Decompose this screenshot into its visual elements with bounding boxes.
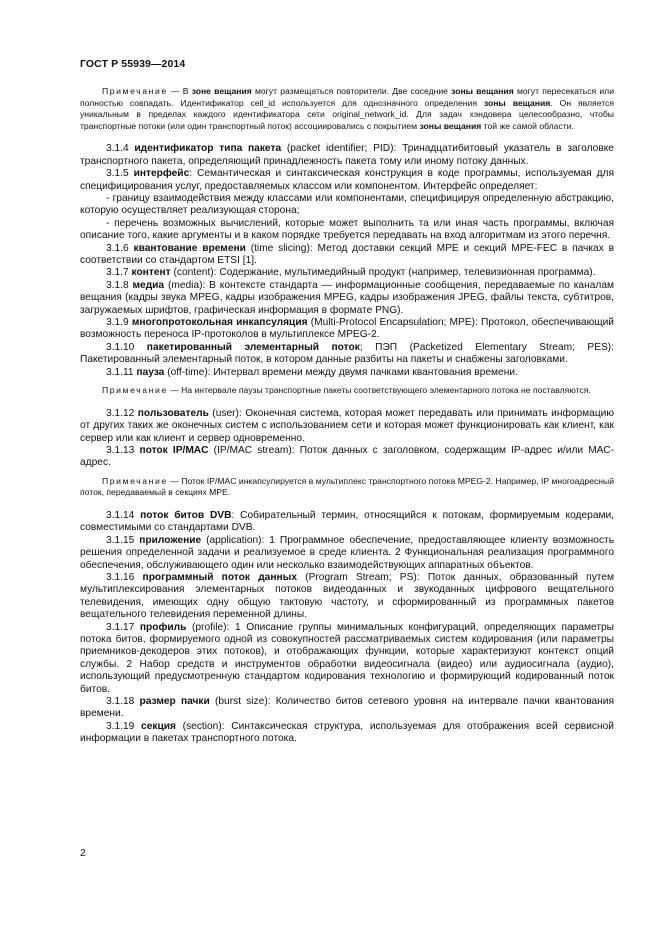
- term-label: квантование времени: [133, 242, 246, 254]
- note-label: Примечание: [102, 86, 168, 96]
- text-run: могут размещаться повторители. Две соседние: [251, 86, 452, 96]
- text-run: — На интервале паузы транспортные пакеты соответствующего элементарного потока не поставляются.: [167, 385, 591, 396]
- term-label: идентификатор типа пакета: [134, 143, 282, 155]
- text-run: : Семантическая и синтаксическая конструкция в коде программы, используемая для специфицирования услуг, предоставляемых классом или компонентом. Интерфейс определяет:: [80, 168, 614, 192]
- text-run: (Multi-Protocol Encapsulation; MPE): Протокол, обеспечивающий возможность переноса IP-протоколов в мультиплексе MPEG-2.: [80, 317, 614, 341]
- text-run: 3.1.19: [106, 720, 142, 732]
- term-definition-paragraph: [80, 510, 614, 535]
- term-definition-paragraph: [80, 143, 614, 168]
- term-label: зоны вещания: [419, 120, 482, 131]
- text-run: 3.1.11: [106, 366, 137, 378]
- term-label: многопротокольная инкапсуляция: [131, 317, 308, 329]
- term-definition-paragraph: [80, 445, 614, 470]
- note-paragraph: [80, 86, 614, 132]
- term-label: приложение: [139, 534, 202, 546]
- term-definition-paragraph: [80, 193, 614, 218]
- term-definition-paragraph: [80, 243, 614, 268]
- term-definition-paragraph: [80, 168, 614, 193]
- text-run: - перечень возможных вычислений, которые может выполнить та или иная часть программы, включая описание того, какие аргументы и в каком порядке требуется передавать на вход алгоритмам из этого перечня.: [80, 217, 614, 242]
- text-run: - границу взаимодействия между классами или компонентами, специфицируя определенную абстракцию, которую осуществляет реализующая сторона;: [80, 193, 614, 217]
- term-label: интерфейс: [133, 168, 190, 180]
- text-run: 3.1.16: [106, 571, 143, 583]
- text-run: могут пересекаться или полностью совпадать. Идентификатор cell_id используется для однозначного определения: [80, 86, 614, 108]
- text-run: 3.1.17: [106, 621, 140, 633]
- term-definition-paragraph: [80, 280, 614, 317]
- text-run: 3.1.10: [106, 341, 147, 353]
- text-run: 3.1.9: [106, 317, 132, 329]
- text-run: 3.1.18: [106, 696, 140, 707]
- text-run: (media): В контексте стандарта — информационные сообщения, передаваемые по каналам вещания (кадры звука MPEG, кадры изображения MPEG, кадры изображения JPEG, файлы текста, субтитров, загружаемых шрифтов, графическая информация в формате PNG).: [80, 279, 614, 316]
- text-run: (IP/MAC stream): Поток данных с заголовком, содержащим IP-адрес и/или МАС-адрес.: [80, 444, 614, 469]
- note-paragraph: [80, 476, 614, 499]
- text-run: ; ПЭП (Packetized Elementary Stream; PES): Пакетированный элементарный поток, в котором данные разбиты на пакеты и снабжены заголовками.: [80, 341, 615, 366]
- term-label: размер пачки: [139, 696, 210, 707]
- term-label: профиль: [139, 621, 187, 633]
- text-run: (off-time): Интервал времени между двумя пачками квантования времени.: [164, 366, 518, 378]
- text-run: (content): Содержание, мультимедийный продукт (например, телевизионная программа).: [170, 267, 596, 279]
- term-definition-paragraph: [80, 267, 614, 279]
- term-label: зоны вещания: [451, 86, 514, 96]
- text-run: 3.1.14: [106, 509, 141, 521]
- term-label: секция: [141, 720, 176, 732]
- term-label: пользователь: [137, 407, 209, 419]
- term-label: пауза: [136, 366, 165, 378]
- text-run: — В: [167, 86, 192, 96]
- term-definition-paragraph: [80, 408, 614, 445]
- text-run: (Program Stream; PS): Поток данных, образованный путем мультиплексирования элементарных потоков видеоданных и звукоданных цифрового вещательного телевидения, имеющих одну общую тактовую частоту, и сформированный из программных пакетов вещательного телевидения переменной длины.: [80, 571, 615, 621]
- term-definition-paragraph: [80, 622, 614, 696]
- note-paragraph: [80, 385, 614, 397]
- note-label: Примечание: [102, 385, 168, 396]
- text-run: 3.1.15: [106, 534, 140, 546]
- text-run: (packet identifier; PID): Тринадцатибитовый указатель в заголовке транспортного пакета, определяющий принадлежность пакета тому или иному потоку данных.: [80, 143, 614, 167]
- text-run: 3.1.5: [106, 168, 134, 180]
- text-run: 3.1.12: [106, 407, 138, 419]
- text-run: той же самой области.: [481, 120, 574, 131]
- text-run: (section): Синтаксическая структура, используемая для отображения всей сервисной информации в пакетах транспортного потока.: [80, 720, 614, 745]
- text-run: 3.1.8: [106, 279, 133, 291]
- page-number: 2: [80, 847, 86, 859]
- text-run: (user): Оконечная система, которая может передавать или принимать информацию от других таких же оконечных систем с использованием сети и которая может функционировать как клиент, как сервер или как клиент и сервер одновременно.: [80, 407, 615, 444]
- term-label: медиа: [132, 279, 165, 291]
- text-run: (application): 1 Программное обеспечение, предоставляющее клиенту возможность решения определенной задачи и реализуемое в среде клиента. 2 Функциональная реализация программного обеспечения, обслуживающего один или несколько взаимодействующих аппаратных объектов.: [80, 534, 615, 571]
- term-definition-paragraph: [80, 367, 614, 379]
- text-run: (time slicing): Метод доставки секций МРЕ и секций MPE-FEC в пачках в соответствии со стандартом ETSI [1].: [80, 242, 614, 267]
- text-run: (profile): 1 Описание группы минимальных конфигураций, определяющих параметры потока битов, формируемого одной из совокупностей рассматриваемых систем кодирования (или параметры приемников-декодеров этих потоков), и отображающих функции, которые характеризуют контекст опций службы. 2 Набор средств и инструментов обработки видеосигнала (видео) или аудиосигнала (аудио), использующий предусмотренную стандартом кодирования технологию и формирующий кодированный поток битов.: [80, 621, 614, 695]
- term-definition-paragraph: [80, 572, 614, 622]
- term-definition-paragraph: [80, 317, 614, 342]
- text-run: 3.1.7: [106, 267, 132, 279]
- text-run: 3.1.4: [106, 143, 135, 155]
- term-label: контент: [131, 267, 171, 279]
- text-run: . Он является уникальным в пределах каждого идентификатора сети original_network_id. Для задач хэндовера целесообразно, чтобы транспортные потоки (или один транспортный поток) ассоциировались с покрытием: [80, 97, 614, 131]
- term-definition-paragraph: [80, 721, 614, 746]
- term-label: пакетированный элементарный поток: [146, 341, 360, 353]
- text-run: 3.1.13: [106, 444, 140, 456]
- term-label: поток IP/MAC: [139, 444, 209, 456]
- note-label: Примечание: [102, 475, 168, 486]
- document-body: [80, 86, 614, 746]
- text-run: (burst size): Количество битов сетевого уровня на интервале пачки квантования времени.: [80, 696, 615, 720]
- document-code-header: ГОСТ Р 55939—2014: [80, 58, 186, 70]
- term-definition-paragraph: [80, 342, 614, 367]
- term-definition-paragraph: [80, 696, 614, 721]
- term-definition-paragraph: [80, 218, 614, 243]
- text-run: : Собирательный термин, относящийся к потокам, формируемым кодерами, совместимыми со стандартами DVB.: [80, 509, 615, 534]
- term-label: зоне вещания: [191, 86, 252, 96]
- text-run: — Поток IP/MAC инкапсулируется в мультиплекс транспортного потока MPEG-2. Например, IP многоадресный поток, передаваемый в секциях МРЕ.: [80, 475, 614, 498]
- term-definition-paragraph: [80, 535, 614, 572]
- term-label: поток битов DVB: [140, 509, 232, 521]
- term-label: программный поток данных: [142, 571, 298, 583]
- text-run: 3.1.6: [106, 242, 134, 254]
- term-label: зоны вещания: [483, 97, 551, 108]
